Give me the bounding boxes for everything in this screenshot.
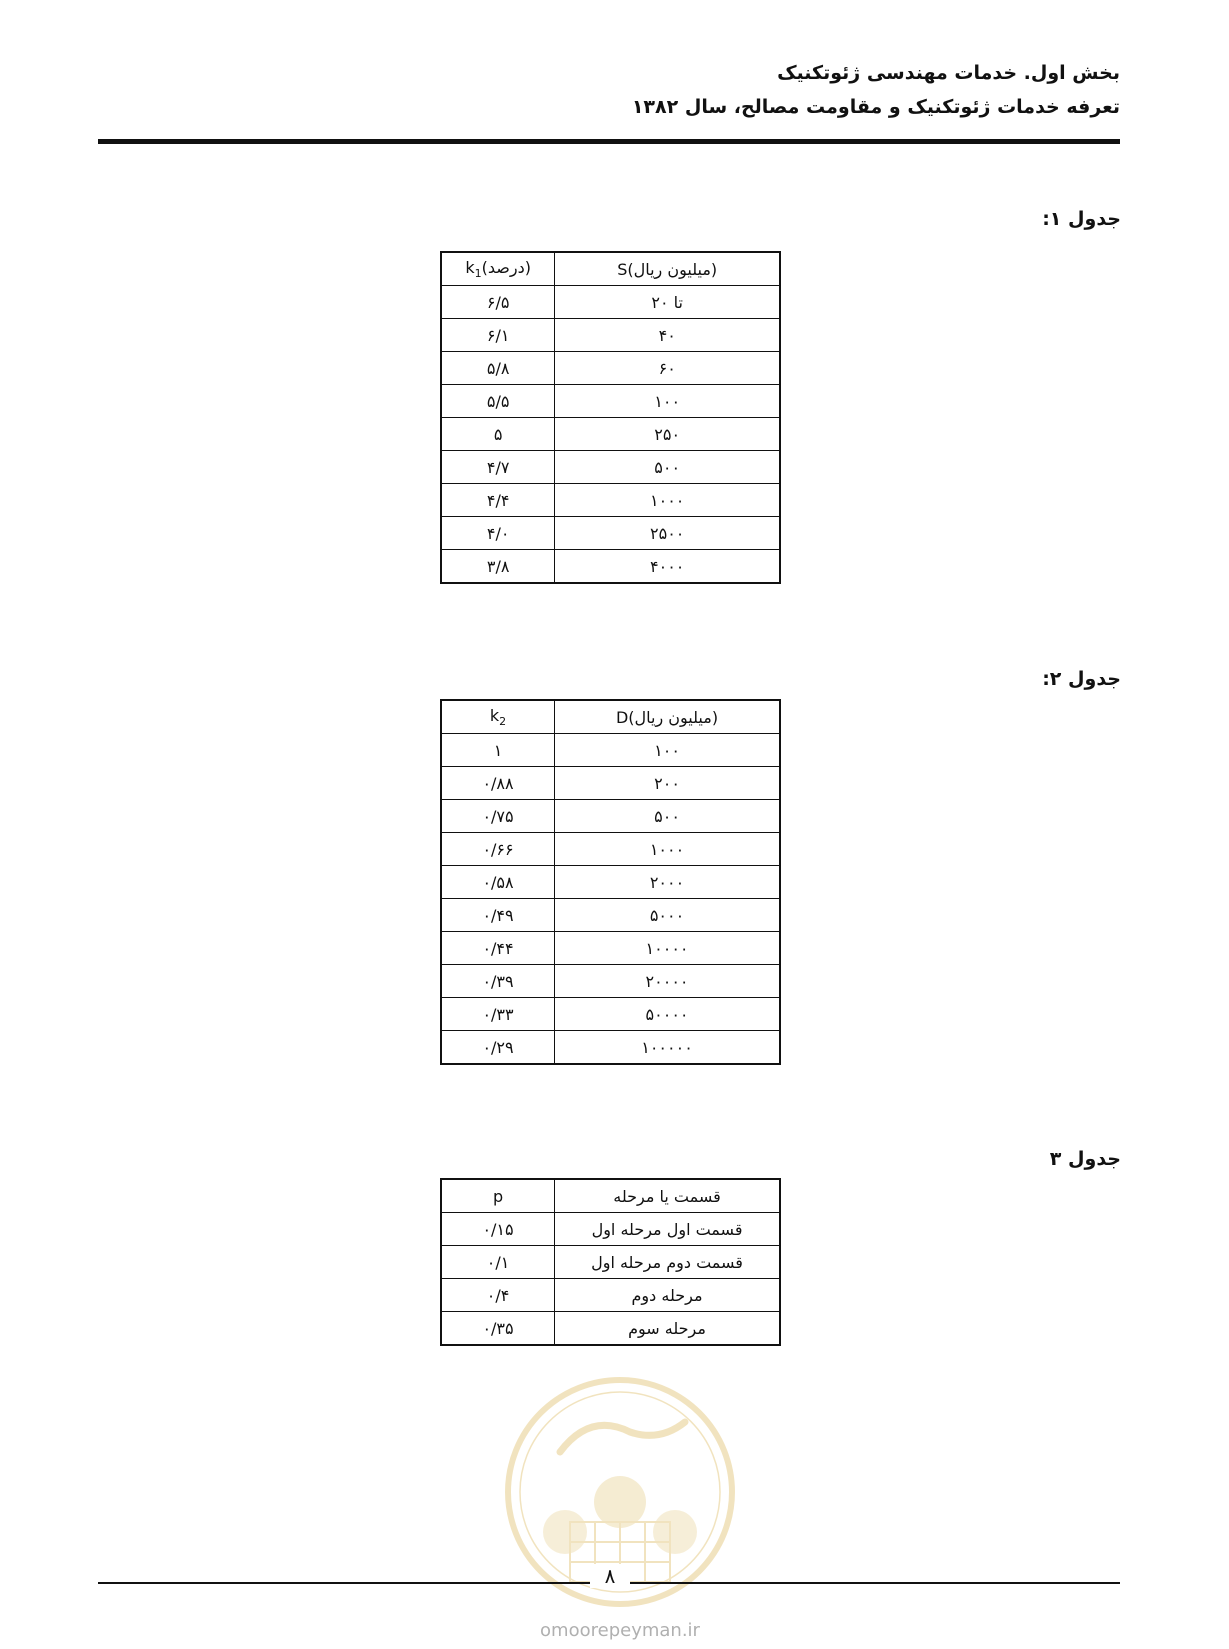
table1-cell-s: ۱۰۰ — [555, 385, 780, 418]
table2-header-row — [441, 700, 780, 734]
table1-cell-k1: ۴/۷ — [441, 451, 555, 484]
table2-cell-d: ۱۰۰۰ — [555, 833, 780, 866]
table2-header-d-unit: (میلیون ریال) — [628, 707, 719, 727]
table-row — [441, 517, 780, 550]
table3-header-stage: قسمت یا مرحله — [555, 1179, 780, 1213]
table-row — [441, 998, 780, 1031]
table2-cell-k2: ۰/۸۸ — [441, 767, 555, 800]
table1-cell-s: ۲۵۰۰ — [555, 517, 780, 550]
table1-header-k1 — [441, 252, 555, 286]
table1-cell-k1: ۶/۱ — [441, 319, 555, 352]
table1-cell-k1: ۵ — [441, 418, 555, 451]
table-row — [441, 1279, 780, 1312]
table1-header-s-var: S — [617, 259, 628, 279]
table3-cell-stage: قسمت اول مرحله اول — [555, 1213, 780, 1246]
table2-cell-k2: ۰/۴۴ — [441, 932, 555, 965]
table3-cell-stage: مرحله دوم — [555, 1279, 780, 1312]
table-row — [441, 767, 780, 800]
table2-cell-k2: ۰/۶۶ — [441, 833, 555, 866]
table-row — [441, 550, 780, 584]
table2-cell-d: ۱۰۰ — [555, 734, 780, 767]
table2-cell-d: ۵۰۰ — [555, 800, 780, 833]
table-row — [441, 1213, 780, 1246]
table3 — [440, 1178, 781, 1346]
table2-cell-k2: ۰/۴۹ — [441, 899, 555, 932]
table-row — [441, 932, 780, 965]
header-section-title: بخش اول. خدمات مهندسی ژئوتکنیک — [777, 62, 1120, 84]
page-number: ۸ — [590, 1564, 630, 1588]
table2 — [440, 699, 781, 1065]
footer-site-url: omoorepeyman.ir — [540, 1620, 700, 1641]
table3-cell-p: ۰/۱۵ — [441, 1213, 555, 1246]
table-row — [441, 418, 780, 451]
table2-header-d — [555, 700, 780, 734]
table-row — [441, 965, 780, 998]
table2-cell-d: ۲۰۰۰۰ — [555, 965, 780, 998]
table-row — [441, 484, 780, 517]
table-row — [441, 1246, 780, 1279]
table1-header-k1-unit: (درصد) — [481, 257, 531, 277]
table2-cell-k2: ۰/۲۹ — [441, 1031, 555, 1065]
table1-cell-k1: ۵/۸ — [441, 352, 555, 385]
table3-cell-p: ۰/۳۵ — [441, 1312, 555, 1346]
table1-cell-s: تا ۲۰ — [555, 286, 780, 319]
table1 — [440, 251, 781, 584]
table2-header-d-var: D — [615, 707, 629, 727]
table2-cell-d: ۵۰۰۰ — [555, 899, 780, 932]
table-row — [441, 352, 780, 385]
table2-cell-k2: ۰/۳۹ — [441, 965, 555, 998]
table2-cell-d: ۱۰۰۰۰ — [555, 932, 780, 965]
table2-cell-d: ۲۰۰۰ — [555, 866, 780, 899]
table3-header-p: p — [441, 1179, 555, 1213]
table-row — [441, 833, 780, 866]
table3-cell-p: ۰/۱ — [441, 1246, 555, 1279]
table2-cell-d: ۱۰۰۰۰۰ — [555, 1031, 780, 1065]
table3-cell-stage: مرحله سوم — [555, 1312, 780, 1346]
table-row — [441, 286, 780, 319]
table-row — [441, 451, 780, 484]
table2-cell-d: ۵۰۰۰۰ — [555, 998, 780, 1031]
table2-cell-k2: ۰/۷۵ — [441, 800, 555, 833]
table-row — [441, 1312, 780, 1346]
table-row — [441, 385, 780, 418]
table1-cell-k1: ۴/۰ — [441, 517, 555, 550]
table2-header-k2 — [441, 700, 555, 734]
table2-header-k2-var: k — [489, 705, 500, 725]
table1-cell-s: ۶۰ — [555, 352, 780, 385]
table3-header-row — [441, 1179, 780, 1213]
table2-cell-d: ۲۰۰ — [555, 767, 780, 800]
page-header — [98, 56, 1120, 124]
table2-header-k2-sub: 2 — [499, 715, 507, 729]
table1-header-k1-var: k — [465, 257, 475, 277]
table1-header-row — [441, 252, 780, 286]
header-rule — [98, 139, 1120, 144]
table1-cell-k1: ۶/۵ — [441, 286, 555, 319]
table-row — [441, 319, 780, 352]
table-row — [441, 800, 780, 833]
table-row — [441, 734, 780, 767]
table3-cell-stage: قسمت دوم مرحله اول — [555, 1246, 780, 1279]
table1-cell-s: ۵۰۰ — [555, 451, 780, 484]
table1-header-s-unit: (میلیون ریال) — [627, 259, 718, 279]
table1-cell-k1: ۴/۴ — [441, 484, 555, 517]
table3-cell-p: ۰/۴ — [441, 1279, 555, 1312]
table2-caption: جدول ۲: — [1042, 668, 1121, 690]
table1-header-s — [555, 252, 780, 286]
table1-cell-s: ۱۰۰۰ — [555, 484, 780, 517]
table-row — [441, 1031, 780, 1065]
table1-cell-s: ۴۰ — [555, 319, 780, 352]
table1-cell-k1: ۳/۸ — [441, 550, 555, 584]
header-document-title: تعرفه خدمات ژئوتکنیک و مقاومت مصالح، سال ۱۳۸۲ — [631, 96, 1120, 118]
table1-header-k1-sub: 1 — [474, 267, 482, 281]
table1-cell-k1: ۵/۵ — [441, 385, 555, 418]
table1-caption: جدول ۱: — [1042, 208, 1121, 230]
table2-cell-k2: ۰/۵۸ — [441, 866, 555, 899]
table2-cell-k2: ۱ — [441, 734, 555, 767]
table1-cell-s: ۲۵۰ — [555, 418, 780, 451]
table3-caption: جدول ۳ — [1049, 1148, 1121, 1170]
table2-cell-k2: ۰/۳۳ — [441, 998, 555, 1031]
table-row — [441, 899, 780, 932]
table1-cell-s: ۴۰۰۰ — [555, 550, 780, 584]
table-row — [441, 866, 780, 899]
